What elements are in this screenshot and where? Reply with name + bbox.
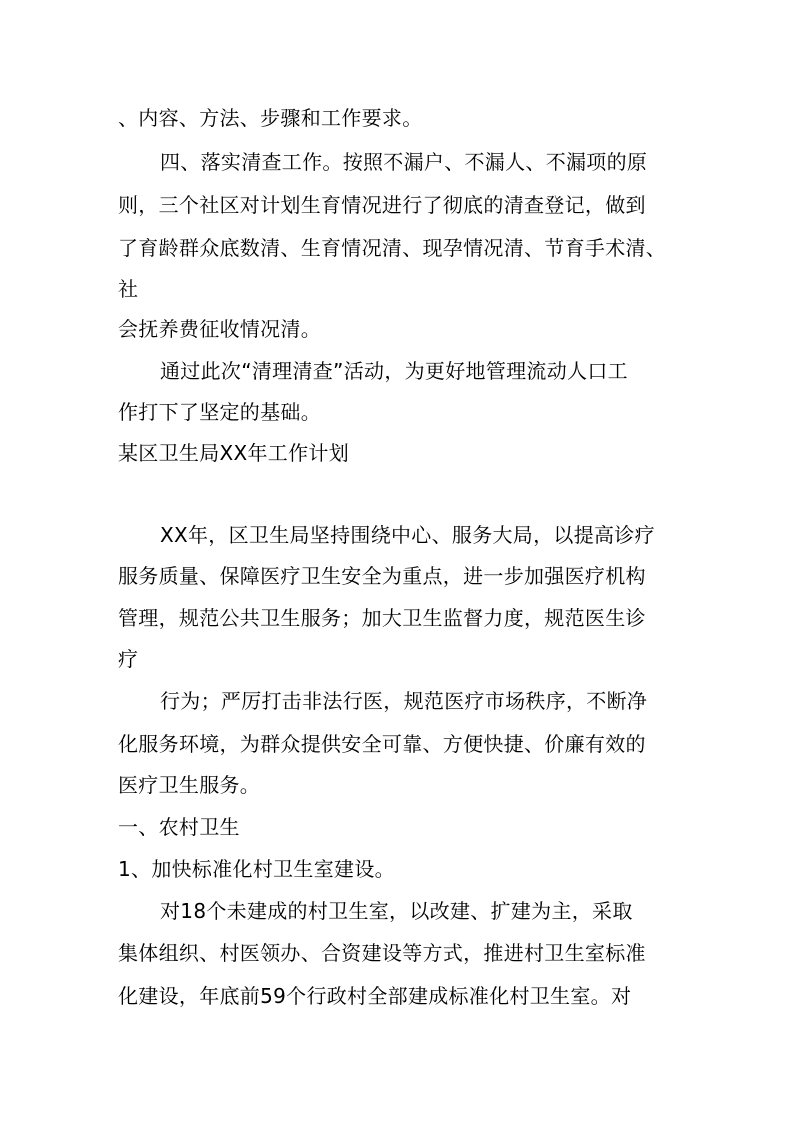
text-line-8: 作打下了坚定的基础。 [118,400,321,424]
section-title: 某区卫生局XX年工作计划 [118,441,350,465]
text-line-3: 则，三个社区对计划生育情况进行了彻底的清查登记，做到 [118,193,646,217]
text-line-1: 、内容、方法、步骤和工作要求。 [118,106,423,130]
text-line-7: 通过此次“清理清查”活动，为更好地管理流动人口工 [160,359,628,383]
text-line-12: 管理，规范公共卫生服务；加大卫生监督力度，规范医生诊 [118,606,646,630]
text-line-21: 化建设，年底前59个行政村全部建成标准化村卫生室。对 [118,984,632,1008]
text-line-2: 四、落实清查工作。按照不漏户、不漏人、不漏项的原 [160,150,648,174]
text-line-4: 了育龄群众底数清、生育情况清、现孕情况清、节育手术清、 [118,236,667,260]
text-line-6: 会抚养费征收情况清。 [118,317,321,341]
text-line-5: 社 [118,277,139,301]
subheading-village-clinic: 1、加快标准化村卫生室建设。 [118,857,395,881]
text-line-13: 疗 [118,647,139,671]
text-line-19: 对18个未建成的村卫生室，以改建、扩建为主，采取 [160,899,633,923]
text-line-14: 行为；严厉打击非法行医，规范医疗市场秩序，不断净 [160,689,648,713]
section-heading-rural-health: 一、农村卫生 [118,815,240,839]
text-line-16: 医疗卫生服务。 [118,773,261,797]
text-line-20: 集体组织、村医领办、合资建设等方式，推进村卫生室标准 [118,941,646,965]
text-line-15: 化服务环境，为群众提供安全可靠、方便快捷、价廉有效的 [118,732,646,756]
text-line-11: 服务质量、保障医疗卫生安全为重点，进一步加强医疗机构 [118,564,646,588]
text-line-10: XX年，区卫生局坚持围绕中心、服务大局，以提高诊疗 [160,523,655,547]
